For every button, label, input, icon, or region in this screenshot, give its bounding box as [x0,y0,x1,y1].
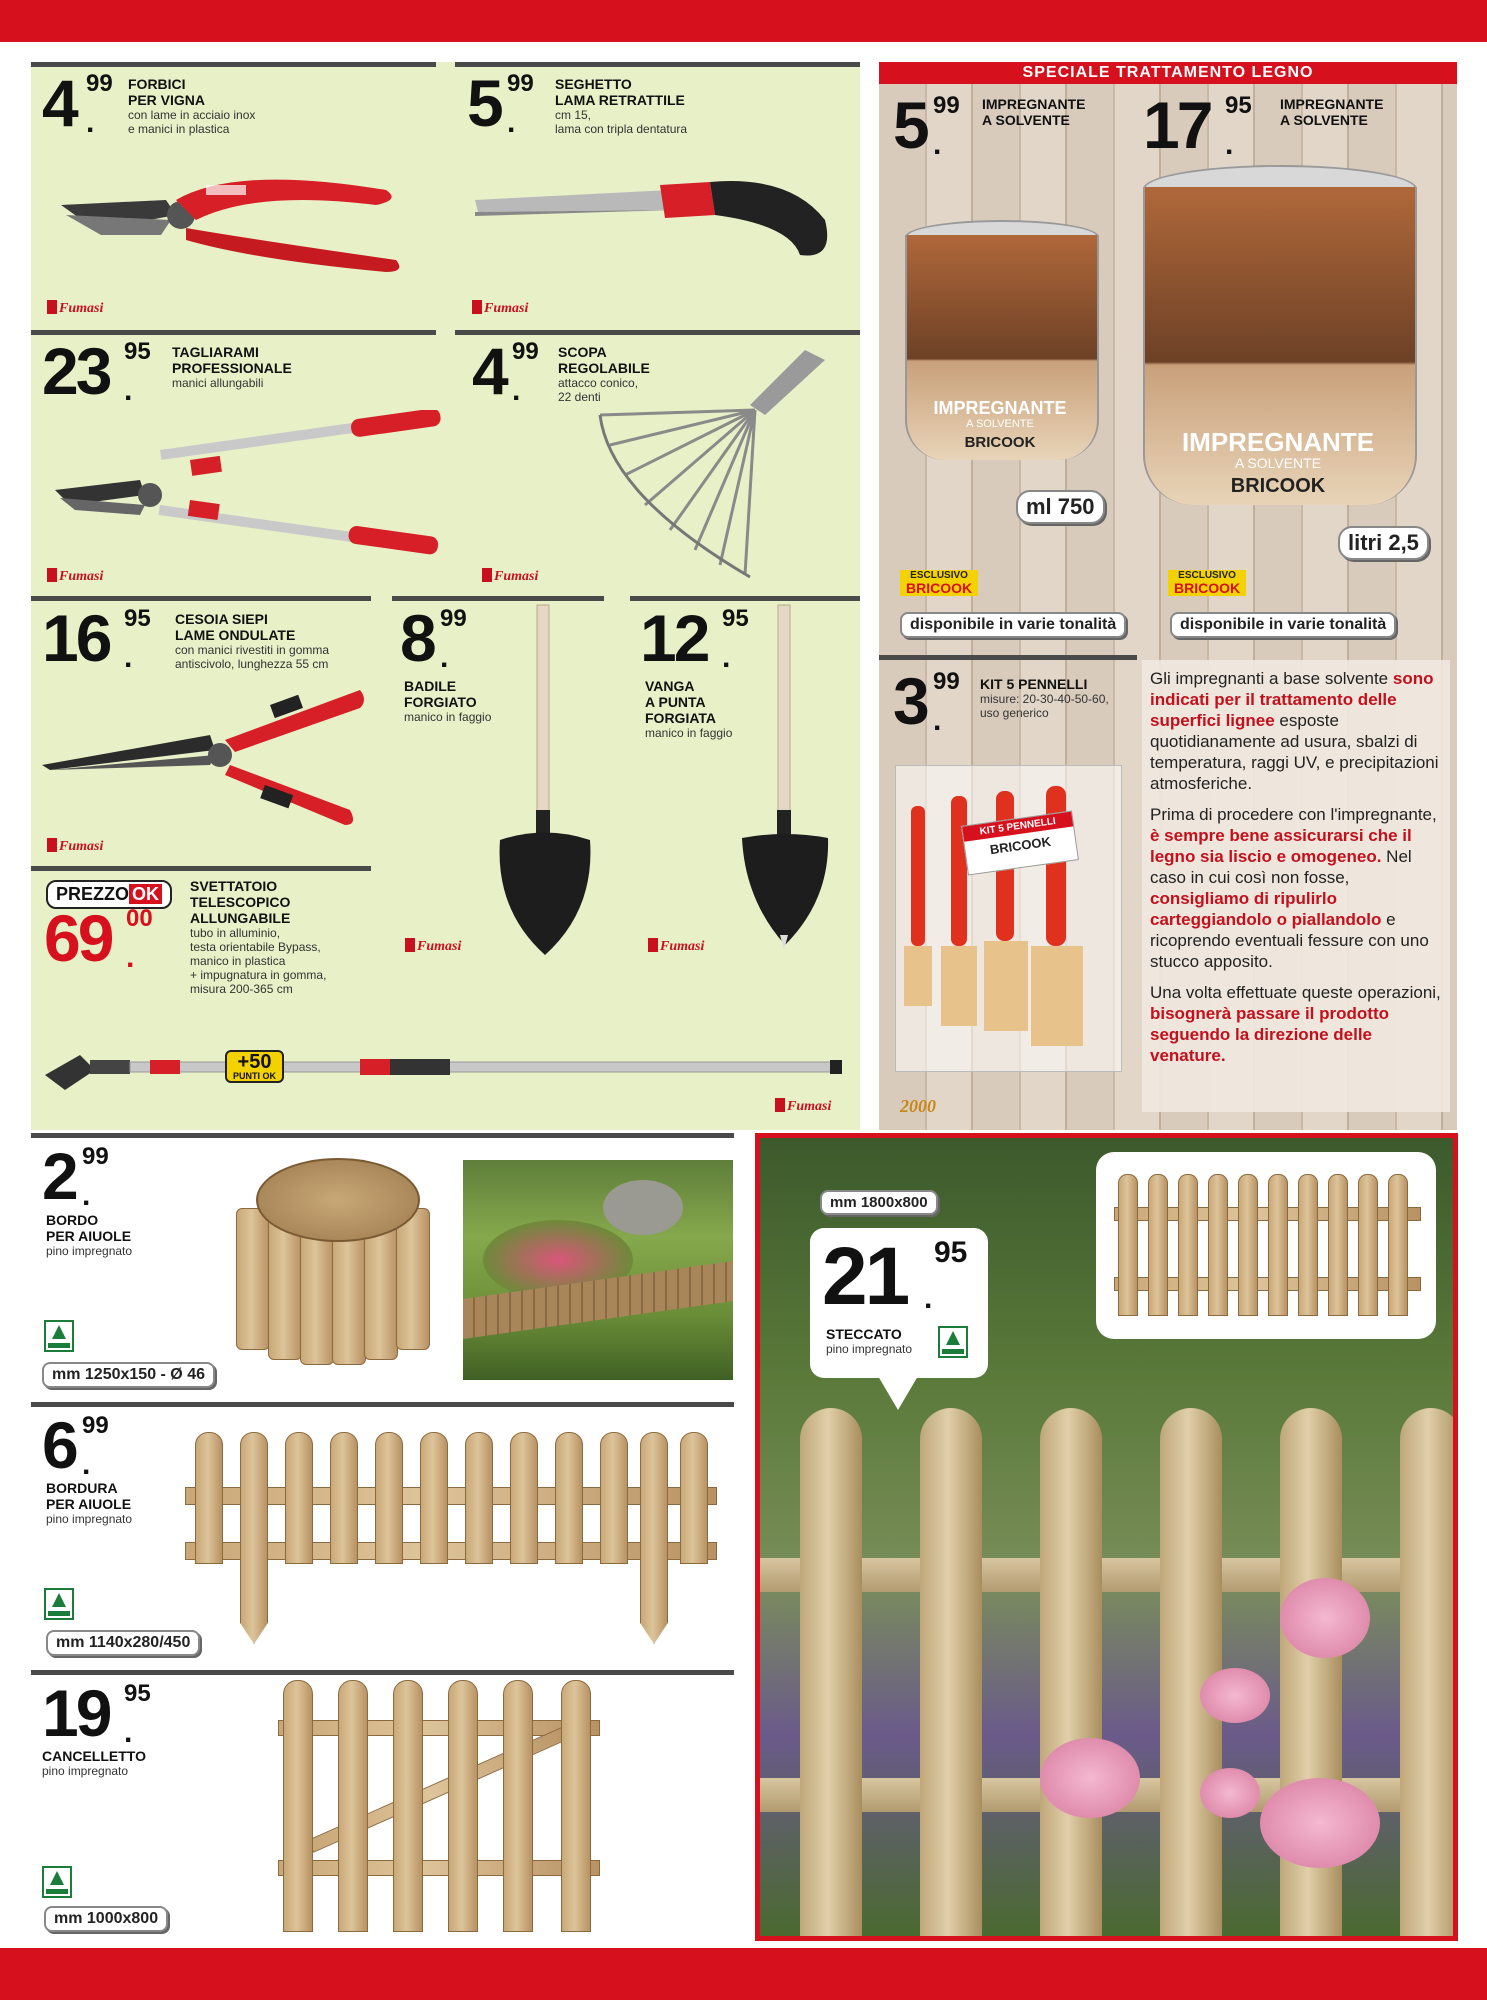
price-vanga: 12 . 95 [640,601,749,675]
price-cesoia: 16 . 95 [42,601,151,675]
price-tagliarami: 23 . 95 [42,334,151,408]
title-tagliarami: TAGLIARAMI PROFESSIONALE [172,344,292,376]
brand-logo: Fumasi [405,938,461,955]
forma-logo-icon [938,1326,968,1358]
top-red-band [0,0,1487,42]
price-badile: 8 . 99 [400,601,467,675]
desc-bordura: pino impregnato [46,1512,133,1526]
log-roll-image [236,1158,446,1368]
brand-logo: Fumasi [47,568,103,585]
info-paragraph: Prima di procedere con l'impregnante, è sempre bene assicurarsi che il legno sia liscio e omogeneo. Nel caso in cui così non fosse, consigliamo di ripulirlo carteggiandolo o piallandolo e ricoprendo eventuali fessure con uno stucco apposito. [1150,805,1437,971]
desc-bordo: pino impregnato [46,1244,133,1258]
paint-can-small: IMPREGNANTE A SOLVENTE BRICOOK [905,220,1095,470]
price-impregnante-750: 5 . 99 [893,88,960,162]
title-cancelletto: CANCELLETTO [42,1748,146,1764]
wood-section-header: SPECIALE TRATTAMENTO LEGNO [879,62,1457,84]
separator [31,866,371,871]
desc-forbici: con lame in acciaio inox e manici in plastica [128,108,256,136]
desc-badile: manico in faggio [404,710,492,724]
price-bordura: 6 . 99 [42,1408,109,1482]
pruning-shears-image [56,160,416,280]
brand-logo: Fumasi [775,1098,831,1115]
telescopic-pruner-image [40,1040,850,1100]
size-chip-cancelletto: mm 1000x800 [44,1906,168,1932]
desc-cesoia: con manici rivestiti in gomma antiscivolo, lunghezza 55 cm [175,643,330,671]
border-fence-image [185,1432,715,1647]
title-badile: BADILE FORGIATO [404,678,477,710]
exclusive-badge: ESCLUSIVO BRICOOK [1168,570,1246,596]
desc-kit-pennelli: misure: 20-30-40-50-60, uso generico [980,692,1109,720]
availability-chip: disponibile in varie tonalità [1170,612,1396,638]
points-badge: +50 PUNTI OK [225,1050,284,1083]
size-chip-750: ml 750 [1016,490,1105,524]
separator [879,655,1137,660]
title-steccato: STECCATO [826,1326,902,1342]
info-paragraph: Gli impregnanti a base solvente sono indicati per il trattamento delle superfici lignee esposte quotidianamente ad usura, sbalzi di temperatura, raggi UV, e precipitazioni atmosferiche. [1150,669,1439,793]
title-scopa: SCOPA REGOLABILE [558,344,650,376]
brand-logo: Fumasi [648,938,704,955]
callout-pointer [878,1376,918,1410]
garden-gate-image [278,1680,598,1930]
title-forbici: FORBICI PER VIGNA [128,76,206,108]
separator [31,1670,734,1675]
title-kit-pennelli: KIT 5 PENNELLI [980,676,1088,692]
title-impregnante-2-5: IMPREGNANTE A SOLVENTE [1280,96,1384,128]
title-vanga: VANGA A PUNTA FORGIATA [645,678,717,726]
separator [455,330,860,335]
desc-vanga: manico in faggio [645,726,733,740]
prezzo-ok-badge: PREZZO OK [46,880,172,909]
pointed-spade-image [730,600,840,960]
price-bordo: 2 . 99 [42,1139,109,1213]
forma-logo-icon [42,1866,72,1898]
separator [455,62,860,67]
desc-steccato: pino impregnato [826,1342,913,1356]
exclusive-badge: ESCLUSIVO BRICOOK [900,570,978,596]
price-cancelletto: 19 . 95 [42,1676,151,1750]
size-chip-bordura: mm 1140x280/450 [46,1630,200,1656]
price-steccato: 21 . 95 [822,1231,968,1322]
adjustable-rake-image [590,345,840,585]
price-forbici: 4 . 99 [42,66,113,140]
separator [31,62,436,67]
title-cesoia: CESOIA SIEPI LAME ONDULATE [175,611,296,643]
size-chip-steccato: mm 1800x800 [820,1190,938,1215]
fence-sample-inset [1096,1152,1436,1339]
price-impregnante-2-5: 17 . 95 [1143,88,1252,162]
price-svettatoio: 69 . 00 [44,901,153,975]
title-seghetto: SEGHETTO LAMA RETRATTILE [555,76,685,108]
brand-logo: Fumasi [47,300,103,317]
round-shovel-image [490,600,600,960]
brand-logo: Fumasi [47,838,103,855]
price-kit-pennelli: 3 . 99 [893,664,960,738]
hedge-shears-image [40,680,370,840]
bottom-red-band [0,1948,1487,2000]
desc-cancelletto: pino impregnato [42,1764,129,1778]
lopper-image [50,410,450,560]
title-impregnante-750: IMPREGNANTE A SOLVENTE [982,96,1086,128]
title-svettatoio: SVETTATOIO TELESCOPICO ALLUNGABILE [190,878,291,926]
brand-logo: Fumasi [482,568,538,585]
brand-logo: Fumasi [472,300,528,317]
maker-logo: 2000 [900,1096,936,1116]
forma-logo-icon [44,1588,74,1620]
desc-svettatoio: tubo in alluminio, testa orientabile Bypass, manico in plastica + impugnatura in gomma, misura 200-365 cm [190,926,327,996]
separator [31,1402,734,1407]
desc-scopa: attacco conico, 22 denti [558,376,639,404]
availability-chip: disponibile in varie tonalità [900,612,1126,638]
price-seghetto: 5 . 99 [467,66,534,140]
size-chip-2-5: litri 2,5 [1338,526,1429,560]
paint-can-large: IMPREGNANTE A SOLVENTE BRICOOK [1143,165,1413,515]
title-bordura: BORDURA PER AIUOLE [46,1480,132,1512]
price-scopa: 4 . 99 [472,334,539,408]
info-text [1150,668,1446,1076]
brush-kit-pack: KIT 5 PENNELLI BRICOOK [895,765,1122,1072]
flowerbed-photo [463,1160,733,1380]
size-chip-bordo: mm 1250x150 - Ø 46 [42,1362,215,1388]
desc-seghetto: cm 15, lama con tripla dentatura [555,108,688,136]
info-paragraph: Una volta effettuate queste operazioni, bisognerà passare il prodotto seguendo la direzione delle venature. [1150,983,1441,1065]
desc-tagliarami: manici allungabili [172,376,264,390]
forma-logo-icon [44,1320,74,1352]
folding-saw-image [470,170,840,270]
separator [31,1133,734,1138]
title-bordo: BORDO PER AIUOLE [46,1212,132,1244]
